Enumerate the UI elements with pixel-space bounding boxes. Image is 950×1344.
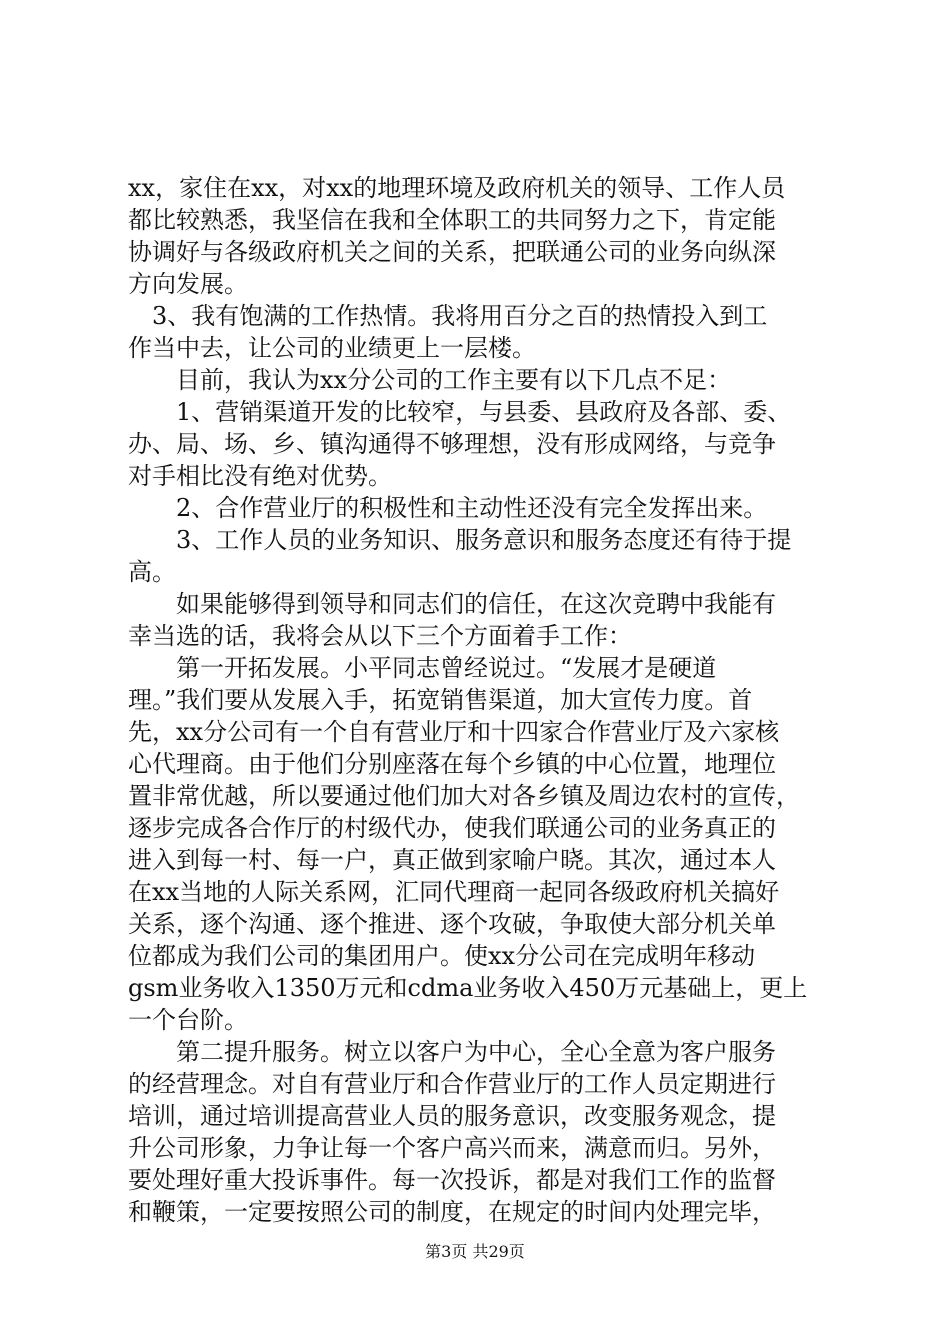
text-line: 协调好与各级政府机关之间的关系，把联通公司的业务向纵深 bbox=[128, 238, 776, 266]
text-line: 作当中去，让公司的业绩更上一层楼。 bbox=[128, 334, 536, 362]
text-line: 幸当选的话，我将会从以下三个方面着手工作： bbox=[128, 622, 632, 650]
text-line: 第一开拓发展。小平同志曾经说过。“发展才是硬道 bbox=[128, 654, 717, 682]
text-line: 1、营销渠道开发的比较窄，与县委、县政府及各部、委、 bbox=[128, 398, 792, 426]
text-line: 一个台阶。 bbox=[128, 1006, 248, 1034]
page-footer bbox=[0, 1241, 950, 1263]
text-line: 位都成为我们公司的集团用户。使xx分公司在完成明年移动 bbox=[128, 942, 756, 970]
text-line: 先，xx分公司有一个自有营业厅和十四家合作营业厅及六家核 bbox=[128, 718, 780, 746]
text-line: 对手相比没有绝对优势。 bbox=[128, 462, 392, 490]
text-line: 置非常优越，所以要通过他们加大对各乡镇及周边农村的宣传， bbox=[128, 782, 800, 810]
text-line: 进入到每一村、每一户，真正做到家喻户晓。其次，通过本人 bbox=[128, 846, 776, 874]
body-text bbox=[128, 172, 828, 1228]
text-line: 要处理好重大投诉事件。每一次投诉，都是对我们工作的监督 bbox=[128, 1166, 776, 1194]
text-line: 3、工作人员的业务知识、服务意识和服务态度还有待于提 bbox=[128, 526, 792, 554]
text-line: 办、局、场、乡、镇沟通得不够理想，没有形成网络，与竞争 bbox=[128, 430, 776, 458]
text-line: 心代理商。由于他们分别座落在每个乡镇的中心位置，地理位 bbox=[128, 750, 776, 778]
text-line: gsm业务收入1350万元和cdma业务收入450万元基础上，更上 bbox=[128, 974, 808, 1002]
text-line: 关系，逐个沟通、逐个推进、逐个攻破，争取使大部分机关单 bbox=[128, 910, 776, 938]
page-number-label: 第3页 共29页 bbox=[425, 1242, 525, 1261]
text-line: 都比较熟悉，我坚信在我和全体职工的共同努力之下，肯定能 bbox=[128, 206, 776, 234]
text-line: xx，家住在xx，对xx的地理环境及政府机关的领导、工作人员 bbox=[128, 174, 786, 202]
text-line: 目前，我认为xx分公司的工作主要有以下几点不足： bbox=[128, 366, 732, 394]
text-line: 方向发展。 bbox=[128, 270, 248, 298]
text-line: 培训，通过培训提高营业人员的服务意识，改变服务观念，提 bbox=[128, 1102, 776, 1130]
text-line: 在xx当地的人际关系网，汇同代理商一起同各级政府机关搞好 bbox=[128, 878, 780, 906]
text-line: 的经营理念。对自有营业厅和合作营业厅的工作人员定期进行 bbox=[128, 1070, 776, 1098]
text-line: 理。”我们要从发展入手，拓宽销售渠道，加大宣传力度。首 bbox=[128, 686, 753, 714]
text-line: 第二提升服务。树立以客户为中心，全心全意为客户服务 bbox=[128, 1038, 776, 1066]
text-line: 升公司形象，力争让每一个客户高兴而来，满意而归。另外， bbox=[128, 1134, 776, 1162]
text-line: 高。 bbox=[128, 558, 176, 586]
text-line: 如果能够得到领导和同志们的信任，在这次竞聘中我能有 bbox=[128, 590, 776, 618]
text-line: 和鞭策，一定要按照公司的制度，在规定的时间内处理完毕， bbox=[128, 1198, 776, 1226]
text-line: 3、我有饱满的工作热情。我将用百分之百的热情投入到工 bbox=[128, 302, 768, 330]
text-line: 逐步完成各合作厅的村级代办，使我们联通公司的业务真正的 bbox=[128, 814, 776, 842]
text-line: 2、合作营业厅的积极性和主动性还没有完全发挥出来。 bbox=[128, 494, 768, 522]
